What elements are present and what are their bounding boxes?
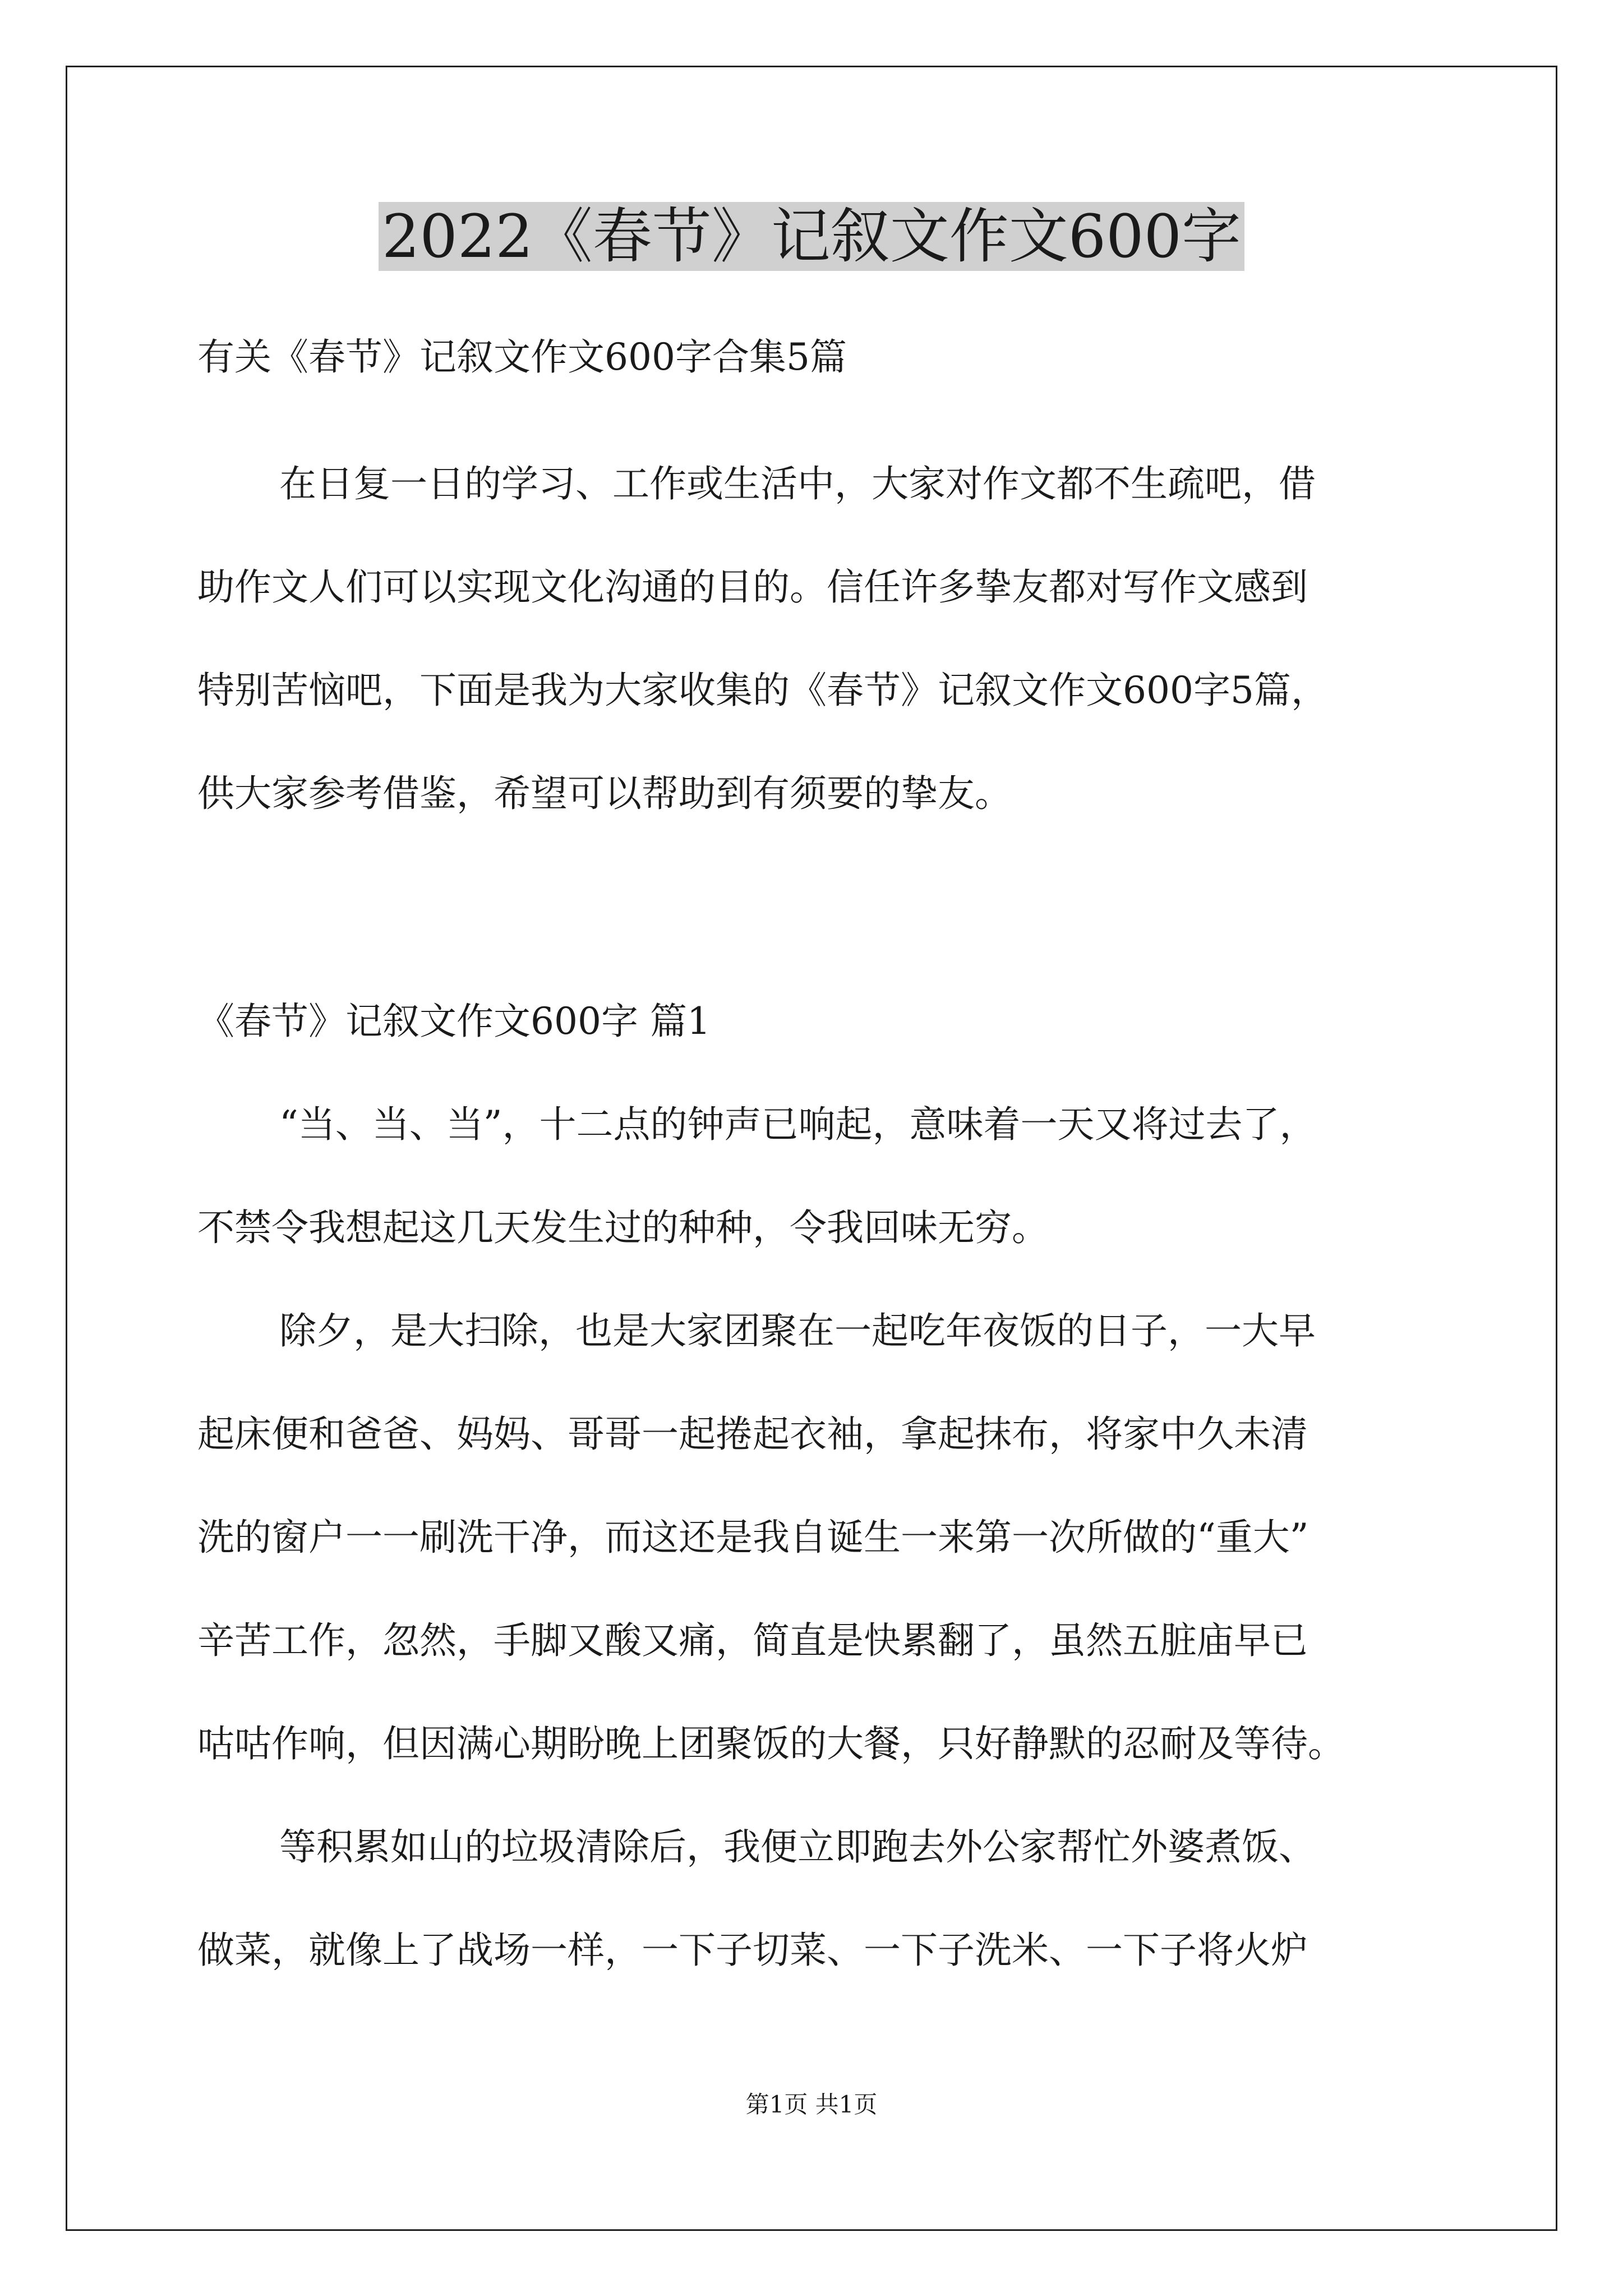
paragraph-line: “当、当、当”，十二点的钟声已响起，意味着一天又将过去了， — [279, 1103, 1317, 1146]
document-subtitle: 有关《春节》记叙文作文600字合集5篇 — [197, 335, 847, 379]
paragraph-line: 起床便和爸爸、妈妈、哥哥一起捲起衣袖，拿起抹布，将家中久未清 — [197, 1412, 1308, 1456]
page-number-footer: 第1页 共1页 — [745, 2091, 878, 2118]
paragraph-line: 不禁令我想起这几天发生过的种种，令我回味无穷。 — [197, 1206, 1049, 1249]
document-title — [0, 197, 1623, 276]
document-title-text: 2022《春节》记叙文作文600字 — [379, 202, 1244, 271]
intro-line: 助作文人们可以实现文化沟通的目的。信任许多挚友都对写作文感到 — [197, 565, 1308, 609]
intro-line: 供大家参考借鉴，希望可以帮助到有须要的挚友。 — [197, 772, 1012, 815]
paragraph-line: 除夕，是大扫除，也是大家团聚在一起吃年夜饭的日子，一大早 — [279, 1309, 1316, 1352]
section-heading: 《春节》记叙文作文600字 篇1 — [197, 1000, 711, 1043]
intro-line: 在日复一日的学习、工作或生活中，大家对作文都不生疏吧，借 — [279, 462, 1316, 505]
paragraph-line: 咕咕作响，但因满心期盼晚上团聚饭的大餐，只好静默的忍耐及等待。 — [197, 1722, 1345, 1765]
paragraph-line: 洗的窗户一一刷洗干净，而这还是我自诞生一来第一次所做的“重大” — [197, 1516, 1309, 1559]
paragraph-line: 等积累如山的垃圾清除后，我便立即跑去外公家帮忙外婆煮饭、 — [279, 1825, 1316, 1869]
paragraph-line: 做菜，就像上了战场一样，一下子切菜、一下子洗米、一下子将火炉 — [197, 1929, 1308, 1972]
paragraph-line: 辛苦工作，忽然，手脚又酸又痛，简直是快累翻了，虽然五脏庙早已 — [197, 1619, 1308, 1662]
intro-line: 特别苦恼吧，下面是我为大家收集的《春节》记叙文作文600字5篇， — [197, 669, 1328, 712]
